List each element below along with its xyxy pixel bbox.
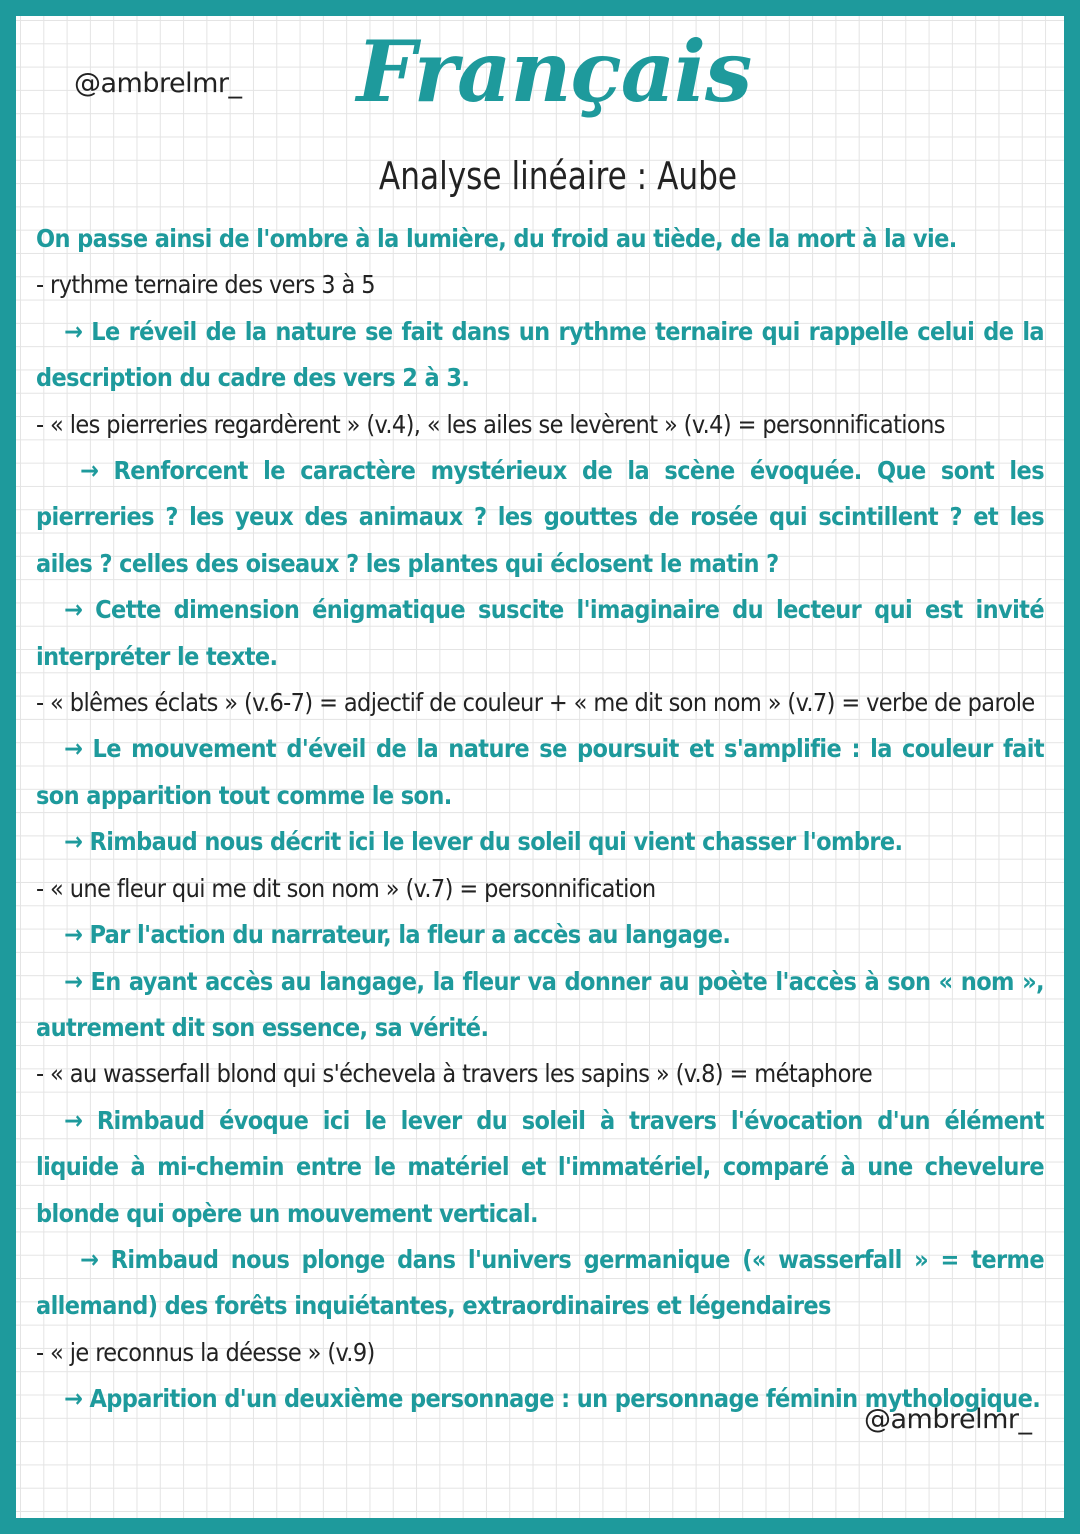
notes-body <box>36 216 1044 1423</box>
quote-line: - « blêmes éclats » (v.6-7) = adjectif de couleur + « me dit son nom » (v.7) = verbe de parole <box>36 688 1035 718</box>
quote-line: - « au wasserfall blond qui s'échevela à travers les sapins » (v.8) = métaphore <box>36 1059 873 1089</box>
analysis-line: → Rimbaud évoque ici le lever du soleil à travers l'évocation d'un élément liquide à mi-chemin entre le matériel et l'immatériel, comparé à une chevelure blonde qui opère un mouvement vertical. <box>36 1105 1044 1228</box>
page-subtitle: Analyse linéaire : Aube <box>378 154 738 198</box>
analysis-line: → Cette dimension énigmatique suscite l'imaginaire du lecteur qui est invité interpréter le texte. <box>36 595 1044 671</box>
quote-line: - « une fleur qui me dit son nom » (v.7) = personnification <box>36 873 656 903</box>
analysis-line: → Rimbaud nous plonge dans l'univers germanique (« wasserfall » = terme allemand) des forêts inquiétantes, extraordinaires et légendaires <box>36 1244 1044 1321</box>
analysis-line: → Par l'action du narrateur, la fleur a accès au langage. <box>64 920 731 950</box>
analysis-line: → Le réveil de la nature se fait dans un rythme ternaire qui rappelle celui de la description du cadre des vers 2 à 3. <box>36 316 1044 393</box>
quote-line: - « je reconnus la déesse » (v.9) <box>36 1337 375 1367</box>
analysis-line: → En ayant accès au langage, la fleur va donner au poète l'accès à son « nom », autrement dit son essence, sa vérité. <box>36 966 1044 1042</box>
author-handle-bottom: @ambrelmr_ <box>864 1404 1032 1435</box>
analysis-line: → Renforcent le caractère mystérieux de la scène évoquée. Que sont les pierreries ? les yeux des animaux ? les gouttes de rosée qui scintillent ? et les ailes ? celles des oiseaux ? les plantes qui éclosent le matin ? <box>36 456 1044 578</box>
analysis-line: → Apparition d'un deuxième personnage : un personnage féminin mythologique. <box>64 1384 1041 1414</box>
author-handle-top: @ambrelmr_ <box>74 68 242 99</box>
quote-line: - rythme ternaire des vers 3 à 5 <box>36 270 375 300</box>
analysis-line: → Le mouvement d'éveil de la nature se poursuit et s'amplifie : la couleur fait son apparition tout comme le son. <box>36 734 1044 810</box>
summary-line: On passe ainsi de l'ombre à la lumière, du froid au tiède, de la mort à la vie. <box>36 224 957 253</box>
analysis-line: → Rimbaud nous décrit ici le lever du soleil qui vient chasser l'ombre. <box>64 827 903 857</box>
quote-line: - « les pierreries regardèrent » (v.4), « les ailes se levèrent » (v.4) = personnifications <box>36 409 945 439</box>
page-title: Français <box>356 22 752 121</box>
